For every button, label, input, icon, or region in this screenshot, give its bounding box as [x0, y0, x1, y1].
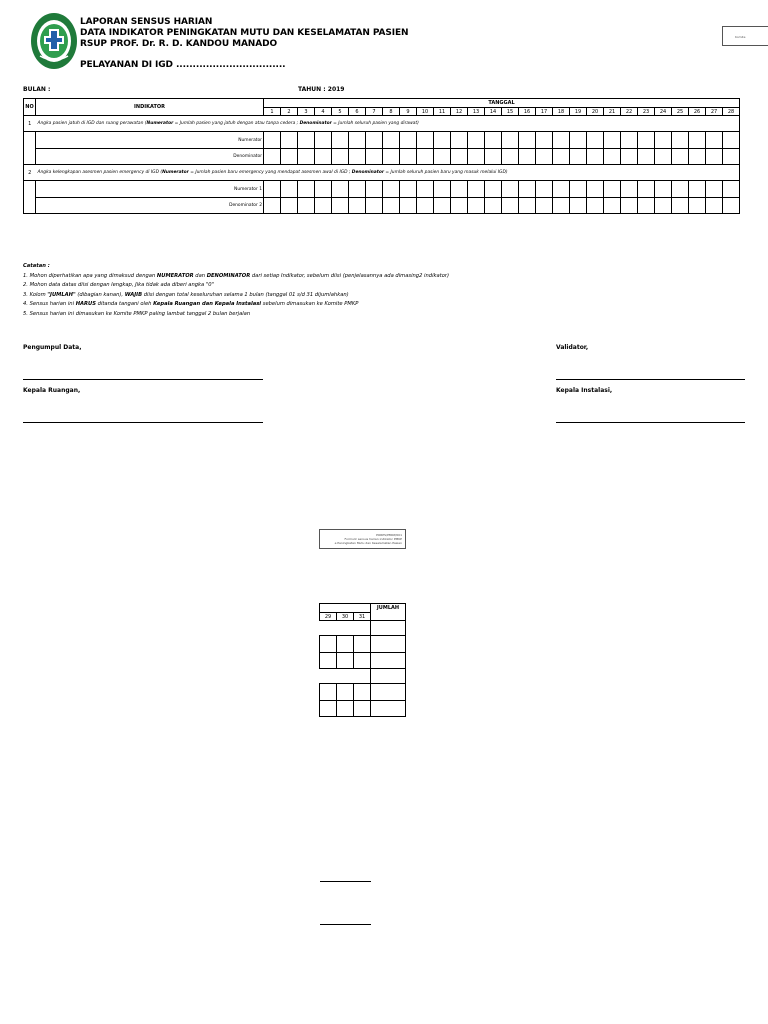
jumlah-header: JUMLAH [371, 604, 406, 621]
numerator-cell-day-20[interactable] [587, 181, 604, 198]
denominator-cell-day-18[interactable] [553, 198, 570, 214]
cell[interactable] [320, 636, 337, 653]
day-31: 31 [354, 613, 371, 621]
denominator-cell-day-13[interactable] [468, 198, 485, 214]
indicator-text-text-plain: Angka pasien jatuh di IGD dan ruang perawatan ( [37, 121, 147, 126]
indicator-text-text-mid: = Jumlah pasien yang jatuh dengan atau tanpa cedera ; [173, 121, 300, 126]
indicator-description [36, 165, 740, 181]
day-11: 11 [434, 108, 451, 116]
numerator-cell-day-8[interactable] [383, 181, 400, 198]
cell[interactable] [337, 701, 354, 717]
numerator-cell-day-11[interactable] [434, 132, 451, 149]
denominator-cell-day-14[interactable] [485, 198, 502, 214]
day-30: 30 [337, 613, 354, 621]
numerator-cell-day-26[interactable] [689, 132, 706, 149]
denominator-cell-day-16[interactable] [519, 149, 536, 165]
numerator-cell-day-25[interactable] [672, 132, 689, 149]
indicator-header: INDIKATOR [36, 99, 264, 116]
numerator-cell-day-10[interactable] [417, 132, 434, 149]
note-4-harus: HARUS [75, 301, 97, 307]
continuation-spacer [320, 604, 371, 613]
numerator-cell-day-7[interactable] [366, 132, 383, 149]
day-18: 18 [553, 108, 570, 116]
denominator-cell-day-20[interactable] [587, 198, 604, 214]
numerator-cell-day-18[interactable] [553, 132, 570, 149]
row-1-spacer [320, 621, 371, 636]
denominator-cell-day-17[interactable] [536, 198, 553, 214]
denominator-cell-day-25[interactable] [672, 149, 689, 165]
denominator-cell-day-19[interactable] [570, 198, 587, 214]
indicator-number: 2 [24, 165, 36, 181]
cell[interactable] [354, 684, 371, 701]
denominator-cell-day-21[interactable] [604, 198, 621, 214]
denominator-cell-day-18[interactable] [553, 149, 570, 165]
numerator-cell-day-3[interactable] [298, 132, 315, 149]
numerator-cell-day-19[interactable] [570, 181, 587, 198]
denominator-cell-day-11[interactable] [434, 149, 451, 165]
denominator-cell-day-8[interactable] [383, 149, 400, 165]
numerator-cell-day-27[interactable] [706, 181, 723, 198]
numerator-cell-day-21[interactable] [604, 181, 621, 198]
committee-box: Komite [722, 26, 768, 46]
numerator-cell-day-14[interactable] [485, 132, 502, 149]
denominator-cell-day-1[interactable] [264, 149, 281, 165]
denominator-label: Denominator [36, 149, 264, 165]
denominator-cell-day-6[interactable] [349, 149, 366, 165]
numerator-cell-day-9[interactable] [400, 181, 417, 198]
numerator-cell-day-4[interactable] [315, 181, 332, 198]
denominator-cell-day-24[interactable] [655, 149, 672, 165]
jumlah-row-1 [371, 621, 406, 636]
note-4-text: 4. Sensus harian ini [23, 301, 76, 307]
day-1: 1 [264, 108, 281, 116]
day-28: 28 [723, 108, 740, 116]
year-label: TAHUN : 2019 [298, 86, 345, 93]
numerator-cell-day-24[interactable] [655, 181, 672, 198]
cell[interactable] [320, 684, 337, 701]
numerator-cell-day-20[interactable] [587, 132, 604, 149]
denominator-cell-day-11[interactable] [434, 198, 451, 214]
numerator-cell-day-15[interactable] [502, 132, 519, 149]
indicator-text-text-bold-1: Numerator [162, 170, 189, 175]
jumlah-cell[interactable] [371, 684, 406, 701]
note-1-denominator: DENOMINATOR [206, 272, 251, 279]
denominator-cell-day-16[interactable] [519, 198, 536, 214]
day-6: 6 [349, 108, 366, 116]
numerator-cell-day-24[interactable] [655, 132, 672, 149]
denominator-cell-day-14[interactable] [485, 149, 502, 165]
indicator-text-text-end: = Jumlah seluruh pasien baru yang masuk melalui IGD) [384, 170, 508, 175]
day-15: 15 [502, 108, 519, 116]
denominator-cell-day-23[interactable] [638, 149, 655, 165]
form-committee: e Peningkatan Mutu dan Keselamatan Pasien [334, 541, 402, 546]
form-name: Formulir sensus harian indikator PMKP [344, 537, 402, 542]
note-3 [23, 291, 449, 301]
numerator-cell-day-19[interactable] [570, 132, 587, 149]
collector-signature-line[interactable] [23, 379, 263, 380]
indicator-description [36, 116, 740, 132]
numerator-cell-day-6[interactable] [349, 132, 366, 149]
denominator-cell-day-27[interactable] [706, 198, 723, 214]
numerator-cell-day-22[interactable] [621, 132, 638, 149]
day-7: 7 [366, 108, 383, 116]
denominator-cell-day-12[interactable] [451, 198, 468, 214]
numerator-cell-day-7[interactable] [366, 181, 383, 198]
denominator-cell-day-2[interactable] [281, 149, 298, 165]
no-cell [24, 181, 36, 198]
jumlah-cell[interactable] [371, 636, 406, 653]
note-4-signers: Kepala Ruangan dan Kepala Instalasi [153, 301, 262, 307]
page2-signature-line-1[interactable] [320, 881, 371, 882]
day-4: 4 [315, 108, 332, 116]
numerator-cell-day-4[interactable] [315, 132, 332, 149]
numerator-cell-day-1[interactable] [264, 132, 281, 149]
denominator-cell-day-17[interactable] [536, 149, 553, 165]
note-3-jumlah: "JUMLAH" [47, 291, 76, 298]
jumlah-cell[interactable] [371, 653, 406, 669]
note-1-tail: dari setiap Indikator, sebelum diisi (penjelasannya ada dimasing2 indikator) [250, 272, 450, 279]
validator-signature-line[interactable] [556, 379, 745, 380]
denominator-cell-day-22[interactable] [621, 198, 638, 214]
note-1-and: dan [193, 272, 207, 279]
numerator-cell-day-12[interactable] [451, 181, 468, 198]
form-code-box [319, 529, 406, 549]
denominator-cell-day-24[interactable] [655, 198, 672, 214]
day-2: 2 [281, 108, 298, 116]
denominator-cell-day-5[interactable] [332, 149, 349, 165]
numerator-cell-day-28[interactable] [723, 132, 740, 149]
hospital-name: RSUP PROF. Dr. R. D. KANDOU MANADO [80, 39, 278, 49]
numerator-cell-day-21[interactable] [604, 132, 621, 149]
numerator-cell-day-17[interactable] [536, 181, 553, 198]
form-code: PORPS/PMKP/001 [376, 533, 402, 537]
numerator-cell-day-16[interactable] [519, 132, 536, 149]
numerator-cell-day-27[interactable] [706, 132, 723, 149]
day-8: 8 [383, 108, 400, 116]
notes-title: Catatan : [23, 263, 50, 269]
no-header: NO [24, 99, 36, 116]
numerator-cell-day-5[interactable] [332, 181, 349, 198]
numerator-cell-day-28[interactable] [723, 181, 740, 198]
numerator-cell-day-11[interactable] [434, 181, 451, 198]
day-9: 9 [400, 108, 417, 116]
numerator-cell-day-2[interactable] [281, 132, 298, 149]
day-20: 20 [587, 108, 604, 116]
denominator-cell-day-7[interactable] [366, 198, 383, 214]
denominator-cell-day-1[interactable] [264, 198, 281, 214]
day-21: 21 [604, 108, 621, 116]
collector-label: Pengumpul Data, [23, 344, 82, 351]
numerator-cell-day-16[interactable] [519, 181, 536, 198]
note-1-text: 1. Mohon diperhatikan apa yang dimaksud dengan [23, 272, 157, 279]
denominator-cell-day-15[interactable] [502, 149, 519, 165]
day-17: 17 [536, 108, 553, 116]
denominator-cell-day-4[interactable] [315, 198, 332, 214]
denominator-cell-day-28[interactable] [723, 149, 740, 165]
note-2: 2. Mohon data datas diisi dengan lengkap, Jika tidak ada diberi angka "0" [23, 282, 214, 288]
day-26: 26 [689, 108, 706, 116]
numerator-cell-day-18[interactable] [553, 181, 570, 198]
row-2-spacer [320, 669, 371, 684]
denominator-cell-day-12[interactable] [451, 149, 468, 165]
notes-section [23, 262, 449, 319]
numerator-label: Numerator 1 [36, 181, 264, 198]
indicator-text-text-bold-2: Denominator [351, 170, 385, 175]
numerator-cell-day-5[interactable] [332, 132, 349, 149]
month-label: BULAN : [23, 86, 51, 93]
denominator-cell-day-23[interactable] [638, 198, 655, 214]
denominator-cell-day-3[interactable] [298, 149, 315, 165]
denominator-cell-day-10[interactable] [417, 149, 434, 165]
numerator-label: Numerator [36, 132, 264, 149]
denominator-cell-day-4[interactable] [315, 149, 332, 165]
cell[interactable] [320, 653, 337, 669]
day-13: 13 [468, 108, 485, 116]
denominator-cell-day-22[interactable] [621, 149, 638, 165]
day-25: 25 [672, 108, 689, 116]
day-12: 12 [451, 108, 468, 116]
indicator-text-text-mid: = Jumlah pasien baru emergency yang mendapat asesmen awal di IGD ; [188, 170, 352, 175]
report-subtitle: DATA INDIKATOR PENINGKATAN MUTU DAN KESELAMATAN PASIEN [80, 28, 409, 38]
numerator-cell-day-6[interactable] [349, 181, 366, 198]
denominator-cell-day-15[interactable] [502, 198, 519, 214]
no-cell [24, 149, 36, 165]
jumlah-cell[interactable] [371, 701, 406, 717]
indicator-text-text-end: = Jumlah seluruh pasien yang dirawat) [331, 121, 419, 126]
jumlah-row-2 [371, 669, 406, 684]
note-1 [23, 272, 449, 282]
numerator-cell-day-23[interactable] [638, 181, 655, 198]
denominator-cell-day-26[interactable] [689, 198, 706, 214]
numerator-cell-day-12[interactable] [451, 132, 468, 149]
day-10: 10 [417, 108, 434, 116]
numerator-cell-day-9[interactable] [400, 132, 417, 149]
numerator-cell-day-1[interactable] [264, 181, 281, 198]
denominator-cell-day-2[interactable] [281, 198, 298, 214]
denominator-cell-day-10[interactable] [417, 198, 434, 214]
numerator-cell-day-14[interactable] [485, 181, 502, 198]
installation-head-label: Kepala Instalasi, [556, 387, 613, 394]
day-29: 29 [320, 613, 337, 621]
cell[interactable] [354, 701, 371, 717]
service-unit: PELAYANAN DI IGD ................................. [80, 60, 286, 70]
day-3: 3 [298, 108, 315, 116]
note-3-text: 3. Kolom [23, 291, 48, 298]
denominator-cell-day-9[interactable] [400, 149, 417, 165]
indicator-text-text-plain: Angka kelengkapan asesmen pasien emergency di IGD ( [37, 170, 163, 175]
day-23: 23 [638, 108, 655, 116]
note-4 [23, 300, 449, 310]
numerator-cell-day-25[interactable] [672, 181, 689, 198]
denominator-cell-day-13[interactable] [468, 149, 485, 165]
numerator-cell-day-26[interactable] [689, 181, 706, 198]
cell[interactable] [354, 636, 371, 653]
denominator-cell-day-9[interactable] [400, 198, 417, 214]
note-3-tail: diisi dengan total keseluruhan selama 1 bulan (tanggal 01 s/d 31 dijumlahkan) [142, 291, 349, 298]
numerator-cell-day-13[interactable] [468, 132, 485, 149]
denominator-cell-day-26[interactable] [689, 149, 706, 165]
numerator-cell-day-3[interactable] [298, 181, 315, 198]
note-1-numerator: NUMERATOR [156, 272, 194, 279]
note-3-mid: (dibagian kanan), [75, 291, 125, 298]
note-5: 5. Sensus harian ini dimasukan ke Komite PMKP paling lambat tanggal 2 bulan berjalan [23, 310, 251, 317]
denominator-cell-day-28[interactable] [723, 198, 740, 214]
numerator-cell-day-15[interactable] [502, 181, 519, 198]
room-head-label: Kepala Ruangan, [23, 387, 81, 394]
numerator-cell-day-22[interactable] [621, 181, 638, 198]
installation-head-signature-line[interactable] [556, 422, 745, 423]
denominator-label: Denominator 2 [36, 198, 264, 214]
indicator-text-text-bold-1: Numerator [146, 121, 174, 126]
denominator-cell-day-19[interactable] [570, 149, 587, 165]
note-3-wajib: WAJIB [124, 291, 143, 298]
note-4-mid: ditanda tangani oleh [96, 301, 154, 307]
denominator-cell-day-7[interactable] [366, 149, 383, 165]
page2-signature-line-2[interactable] [320, 924, 371, 925]
numerator-cell-day-17[interactable] [536, 132, 553, 149]
day-14: 14 [485, 108, 502, 116]
indicator-number: 1 [24, 116, 36, 132]
no-cell [24, 198, 36, 214]
hospital-logo [30, 12, 78, 70]
denominator-cell-day-21[interactable] [604, 149, 621, 165]
room-head-signature-line[interactable] [23, 422, 263, 423]
numerator-cell-day-10[interactable] [417, 181, 434, 198]
numerator-cell-day-23[interactable] [638, 132, 655, 149]
date-header: TANGGAL [264, 99, 740, 108]
numerator-cell-day-2[interactable] [281, 181, 298, 198]
day-19: 19 [570, 108, 587, 116]
denominator-cell-day-20[interactable] [587, 149, 604, 165]
day-22: 22 [621, 108, 638, 116]
day-16: 16 [519, 108, 536, 116]
denominator-cell-day-27[interactable] [706, 149, 723, 165]
cell[interactable] [320, 701, 337, 717]
indicator-text-text-bold-2: Denominator [299, 121, 332, 126]
numerator-cell-day-8[interactable] [383, 132, 400, 149]
numerator-cell-day-13[interactable] [468, 181, 485, 198]
continuation-table [319, 603, 406, 717]
validator-label: Validator, [556, 344, 589, 351]
denominator-cell-day-6[interactable] [349, 198, 366, 214]
day-5: 5 [332, 108, 349, 116]
report-title: LAPORAN SENSUS HARIAN [80, 17, 213, 27]
denominator-cell-day-5[interactable] [332, 198, 349, 214]
no-cell [24, 132, 36, 149]
note-4-tail: sebelum dimasukan ke Komite PMKP [261, 301, 359, 307]
cell[interactable] [337, 636, 354, 653]
denominator-cell-day-8[interactable] [383, 198, 400, 214]
day-24: 24 [655, 108, 672, 116]
cell[interactable] [337, 653, 354, 669]
cell[interactable] [337, 684, 354, 701]
cell[interactable] [354, 653, 371, 669]
day-27: 27 [706, 108, 723, 116]
denominator-cell-day-25[interactable] [672, 198, 689, 214]
denominator-cell-day-3[interactable] [298, 198, 315, 214]
indicator-table [23, 98, 740, 214]
